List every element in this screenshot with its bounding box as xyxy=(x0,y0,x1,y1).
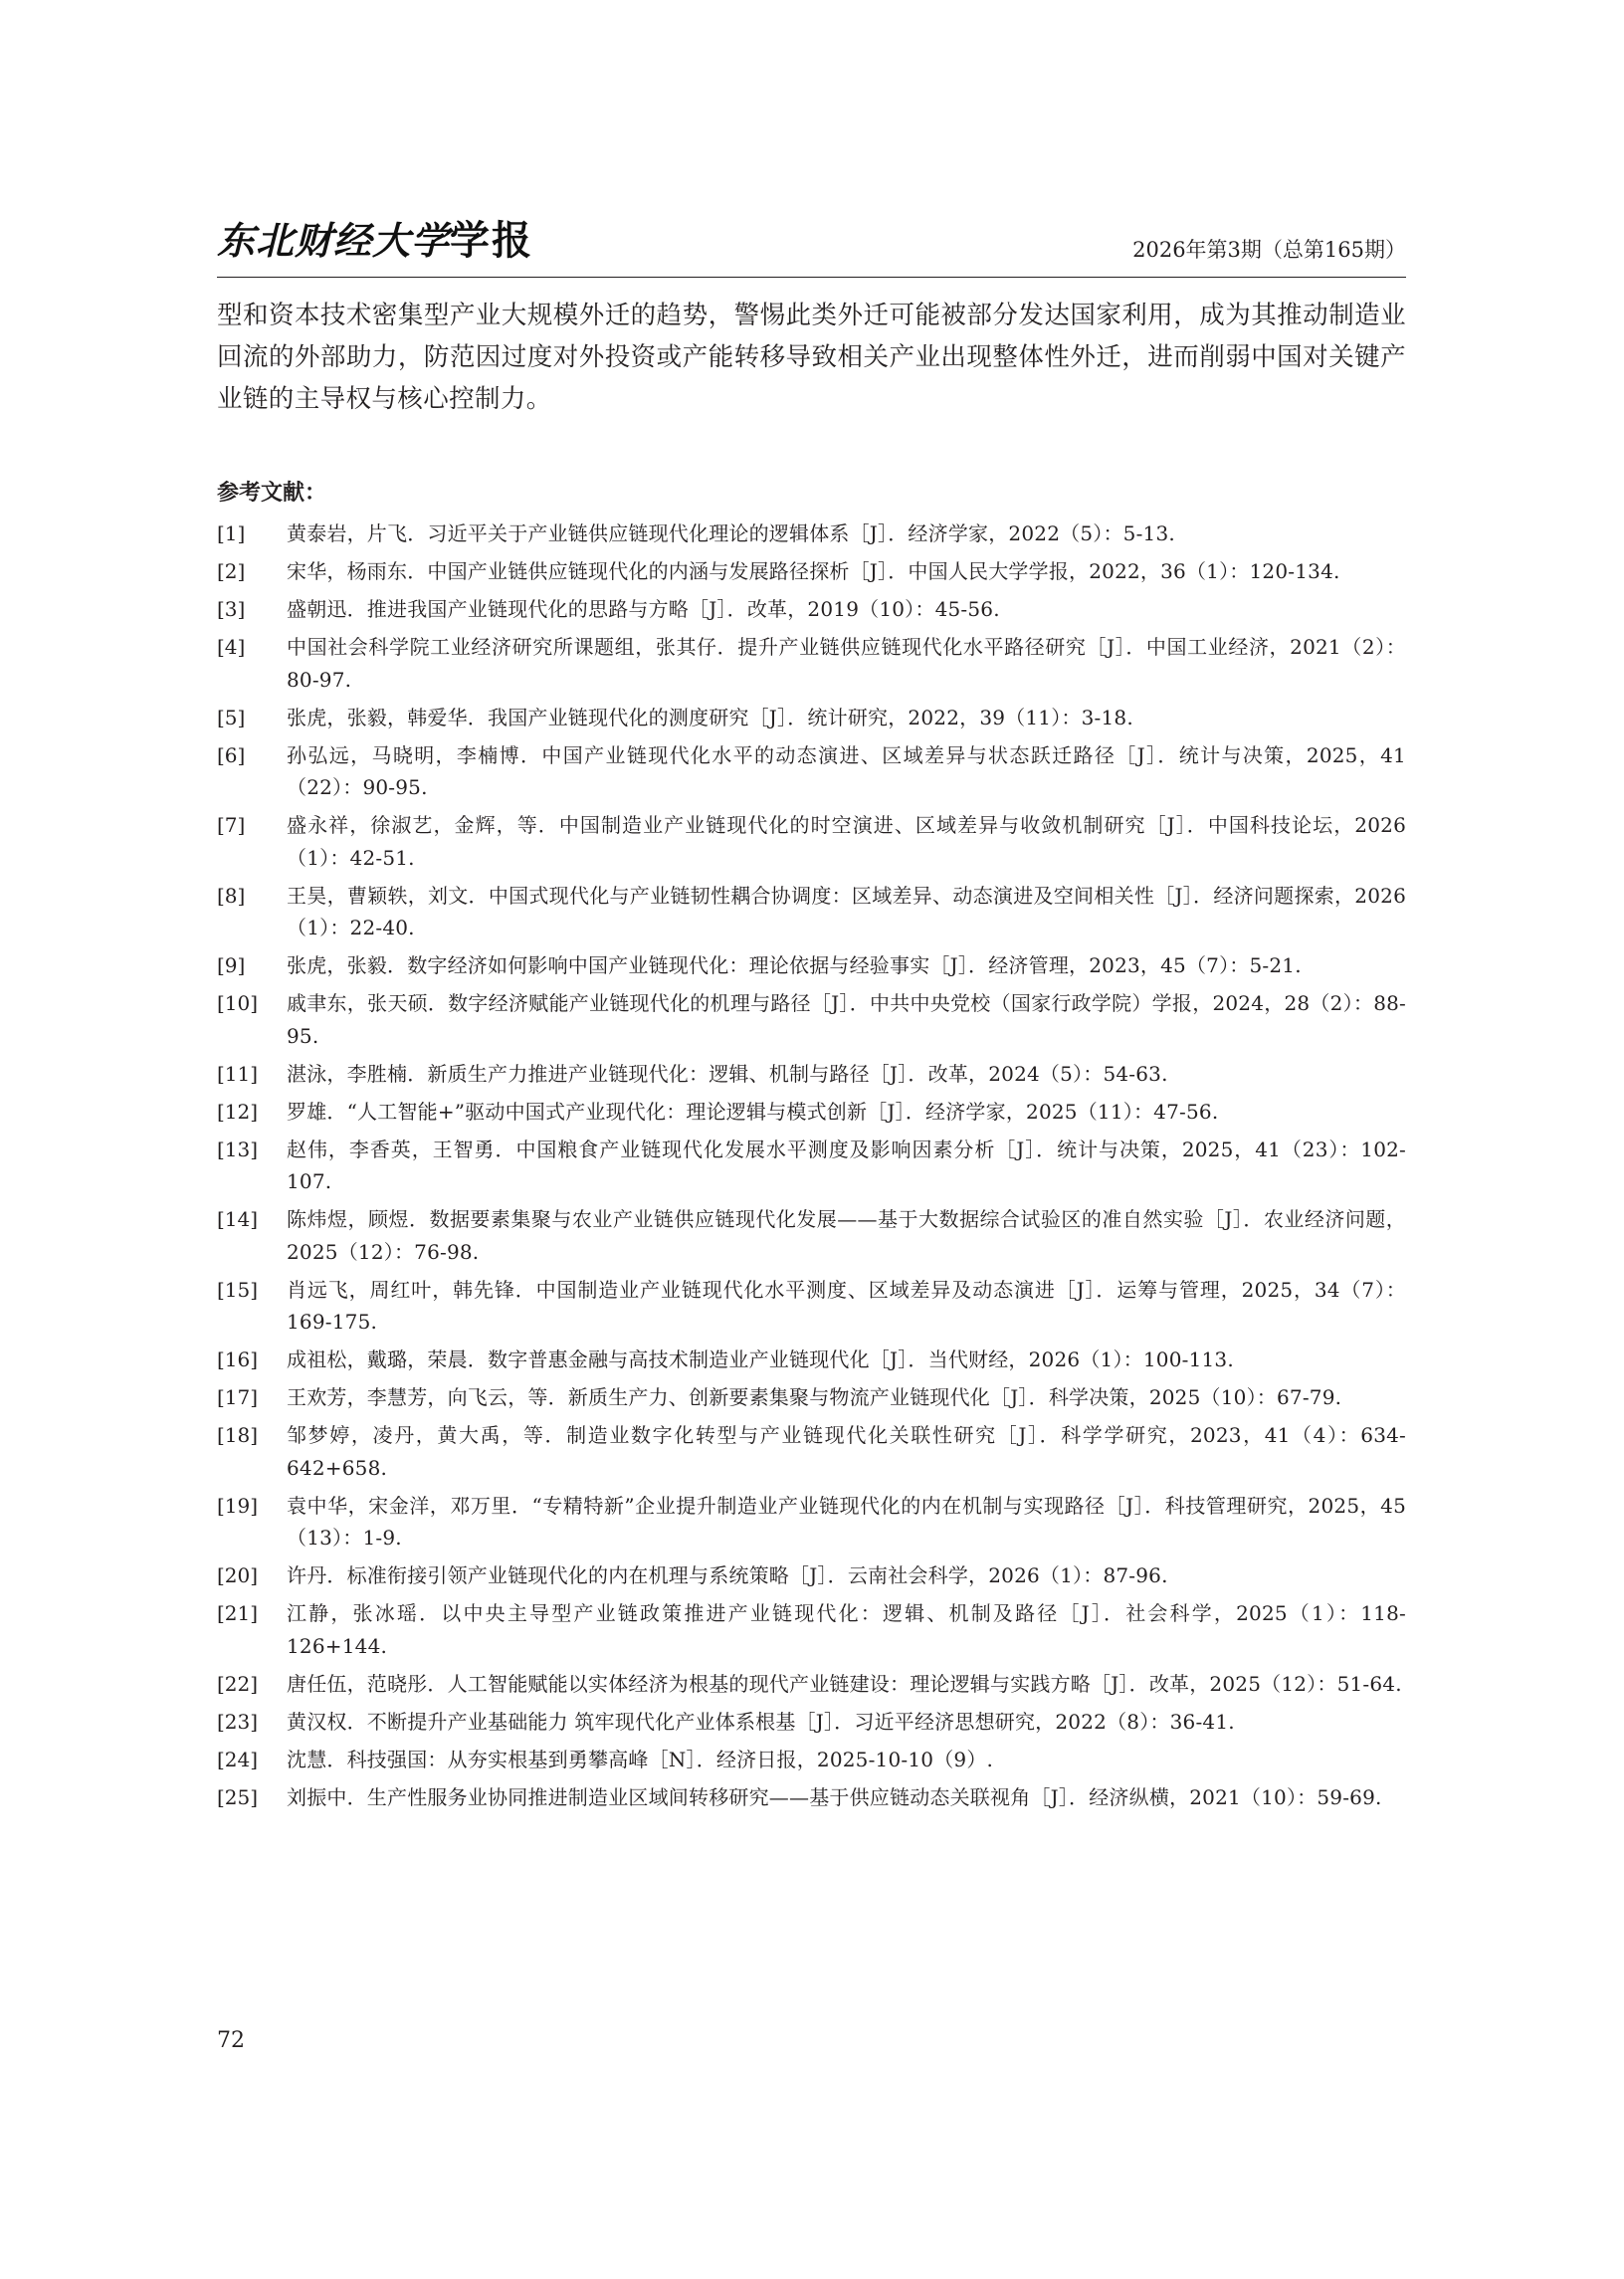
reference-number: [15] xyxy=(217,1277,259,1302)
reference-item xyxy=(217,1668,1406,1701)
reference-text: 戚聿东，张天硕．数字经济赋能产业链现代化的机理与路径［J］．中共中央党校（国家行政学院）学报，2024，28（2）：88-95. xyxy=(287,991,1406,1048)
reference-item xyxy=(217,702,1406,734)
reference-number: [22] xyxy=(217,1671,259,1696)
reference-number: [2] xyxy=(217,559,246,583)
reference-number: [23] xyxy=(217,1709,259,1734)
reference-text: 王欢芳，李慧芳，向飞云，等．新质生产力、创新要素集聚与物流产业链现代化［J］．科学决策，2025（10）：67-79. xyxy=(287,1385,1342,1409)
reference-number: [16] xyxy=(217,1347,259,1371)
reference-text: 袁中华，宋金洋，邓万里．“专精特新”企业提升制造业产业链现代化的内在机制与实现路径［J］．科技管理研究，2025，45（13）：1-9. xyxy=(287,1493,1406,1550)
body-paragraph: 型和资本技术密集型产业大规模外迁的趋势，警惕此类外迁可能被部分发达国家利用，成为其推动制造业回流的外部助力，防范因过度对外投资或产能转移导致相关产业出现整体性外迁，进而削弱中国对关键产业链的主导权与核心控制力。 xyxy=(217,301,1406,414)
reference-item xyxy=(217,631,1406,696)
reference-text: 刘振中．生产性服务业协同推进制造业区域间转移研究——基于供应链动态关联视角［J］．经济纵横，2021（10）：59-69. xyxy=(287,1784,1382,1809)
reference-item xyxy=(217,739,1406,804)
reference-item xyxy=(217,593,1406,626)
reference-text: 张虎，张毅．数字经济如何影响中国产业链现代化：理论依据与经验事实［J］．经济管理，2023，45（7）：5-21. xyxy=(287,953,1302,977)
reference-text: 张虎，张毅，韩爱华．我国产业链现代化的测度研究［J］．统计研究，2022，39（11）：3-18. xyxy=(287,705,1133,729)
reference-text: 宋华，杨雨东．中国产业链供应链现代化的内涵与发展路径探析［J］．中国人民大学学报，2022，36（1）：120-134. xyxy=(287,559,1340,583)
reference-number: [12] xyxy=(217,1099,259,1124)
reference-text: 盛朝迅．推进我国产业链现代化的思路与方略［J］．改革，2019（10）：45-56. xyxy=(287,597,1000,621)
reference-item xyxy=(217,555,1406,588)
reference-text: 江静，张冰瑶．以中央主导型产业链政策推进产业链现代化：逻辑、机制及路径［J］．社会科学，2025（1）：118-126+144. xyxy=(287,1601,1406,1658)
reference-text: 许丹．标准衔接引领产业链现代化的内在机理与系统策略［J］．云南社会科学，2026（1）：87-96. xyxy=(287,1563,1168,1587)
reference-item xyxy=(217,880,1406,944)
reference-text: 邹梦婷，凌丹，黄大禹，等．制造业数字化转型与产业链现代化关联性研究［J］．科学学研究，2023，41（4）：634-642+658. xyxy=(287,1423,1406,1480)
reference-number: [13] xyxy=(217,1137,259,1161)
reference-item xyxy=(217,1096,1406,1129)
reference-item xyxy=(217,809,1406,874)
issue-info: 2026年第3期（总第165期） xyxy=(1132,238,1406,262)
reference-text: 湛泳，李胜楠．新质生产力推进产业链现代化：逻辑、机制与路径［J］．改革，2024（5）：54-63. xyxy=(287,1061,1168,1086)
reference-number: [1] xyxy=(217,521,246,545)
reference-number: [21] xyxy=(217,1601,259,1625)
reference-text: 沈慧．科技强国：从夯实根基到勇攀高峰［N］．经济日报，2025-10-10（9）. xyxy=(287,1747,994,1771)
reference-text: 成祖松，戴璐，荣晨．数字普惠金融与高技术制造业产业链现代化［J］．当代财经，2026（1）：100-113. xyxy=(287,1347,1234,1371)
reference-text: 黄汉权．不断提升产业基础能力 筑牢现代化产业体系根基［J］．习近平经济思想研究，2022（8）：36-41. xyxy=(287,1709,1235,1734)
page-header xyxy=(217,211,1406,273)
reference-number: [19] xyxy=(217,1493,259,1518)
reference-item xyxy=(217,518,1406,550)
reference-item xyxy=(217,987,1406,1052)
reference-number: [6] xyxy=(217,742,246,767)
reference-list xyxy=(217,518,1406,1819)
reference-item xyxy=(217,1781,1406,1814)
reference-number: [3] xyxy=(217,597,246,621)
reference-number: [7] xyxy=(217,813,246,837)
reference-number: [18] xyxy=(217,1423,259,1447)
reference-item xyxy=(217,949,1406,982)
reference-number: [5] xyxy=(217,705,246,729)
reference-number: [11] xyxy=(217,1061,259,1086)
reference-number: [17] xyxy=(217,1385,259,1409)
reference-item xyxy=(217,1274,1406,1339)
reference-item xyxy=(217,1490,1406,1554)
reference-number: [9] xyxy=(217,953,246,977)
reference-text: 黄泰岩，片飞．习近平关于产业链供应链现代化理论的逻辑体系［J］．经济学家，2022（5）：5-13. xyxy=(287,521,1175,545)
reference-item xyxy=(217,1706,1406,1739)
reference-number: [24] xyxy=(217,1747,259,1771)
reference-item xyxy=(217,1203,1406,1268)
reference-text: 王昊，曹颖轶，刘文．中国式现代化与产业链韧性耦合协调度：区域差异、动态演进及空间相关性［J］．经济问题探索，2026（1）：22-40. xyxy=(287,883,1406,939)
reference-item xyxy=(217,1744,1406,1776)
reference-item xyxy=(217,1344,1406,1376)
reference-text: 孙弘远，马晓明，李楠博．中国产业链现代化水平的动态演进、区域差异与状态跃迁路径［J］．统计与决策，2025，41（22）：90-95. xyxy=(287,742,1406,799)
reference-number: [25] xyxy=(217,1784,259,1809)
references-heading: 参考文献： xyxy=(217,481,327,506)
reference-text: 中国社会科学院工业经济研究所课题组，张其仔．提升产业链供应链现代化水平路径研究［J］．中国工业经济，2021（2）：80-97. xyxy=(287,635,1406,692)
reference-text: 肖远飞，周红叶，韩先锋．中国制造业产业链现代化水平测度、区域差异及动态演进［J］．运筹与管理，2025，34（7）：169-175. xyxy=(287,1277,1406,1334)
reference-number: [20] xyxy=(217,1563,259,1587)
reference-item xyxy=(217,1058,1406,1091)
journal-logo xyxy=(217,211,533,271)
reference-number: [10] xyxy=(217,991,259,1015)
reference-item xyxy=(217,1559,1406,1592)
reference-item xyxy=(217,1381,1406,1414)
reference-text: 唐任伍，范晓彤．人工智能赋能以实体经济为根基的现代产业链建设：理论逻辑与实践方略［J］．改革，2025（12）：51-64. xyxy=(287,1671,1402,1696)
reference-item xyxy=(217,1419,1406,1484)
journal-logo-tail: 学报 xyxy=(450,217,534,264)
reference-number: [8] xyxy=(217,883,246,908)
reference-item xyxy=(217,1597,1406,1662)
reference-text: 赵伟，李香英，王智勇．中国粮食产业链现代化发展水平测度及影响因素分析［J］．统计与决策，2025，41（23）：102-107. xyxy=(287,1137,1406,1193)
reference-text: 盛永祥，徐淑艺，金辉，等．中国制造业产业链现代化的时空演进、区域差异与收敛机制研究［J］．中国科技论坛，2026（1）：42-51. xyxy=(287,813,1406,870)
reference-number: [14] xyxy=(217,1207,259,1231)
header-divider xyxy=(217,277,1406,278)
page-number: 72 xyxy=(217,2028,245,2053)
reference-text: 陈炜煜，顾煜．数据要素集聚与农业产业链供应链现代化发展——基于大数据综合试验区的准自然实验［J］．农业经济问题，2025（12）：76-98. xyxy=(287,1207,1406,1264)
reference-text: 罗雄．“人工智能+”驱动中国式产业现代化：理论逻辑与模式创新［J］．经济学家，2025（11）：47-56. xyxy=(287,1099,1219,1124)
reference-number: [4] xyxy=(217,635,246,659)
journal-logo-calligraphy: 东北财经大学 xyxy=(217,218,451,263)
reference-item xyxy=(217,1134,1406,1198)
